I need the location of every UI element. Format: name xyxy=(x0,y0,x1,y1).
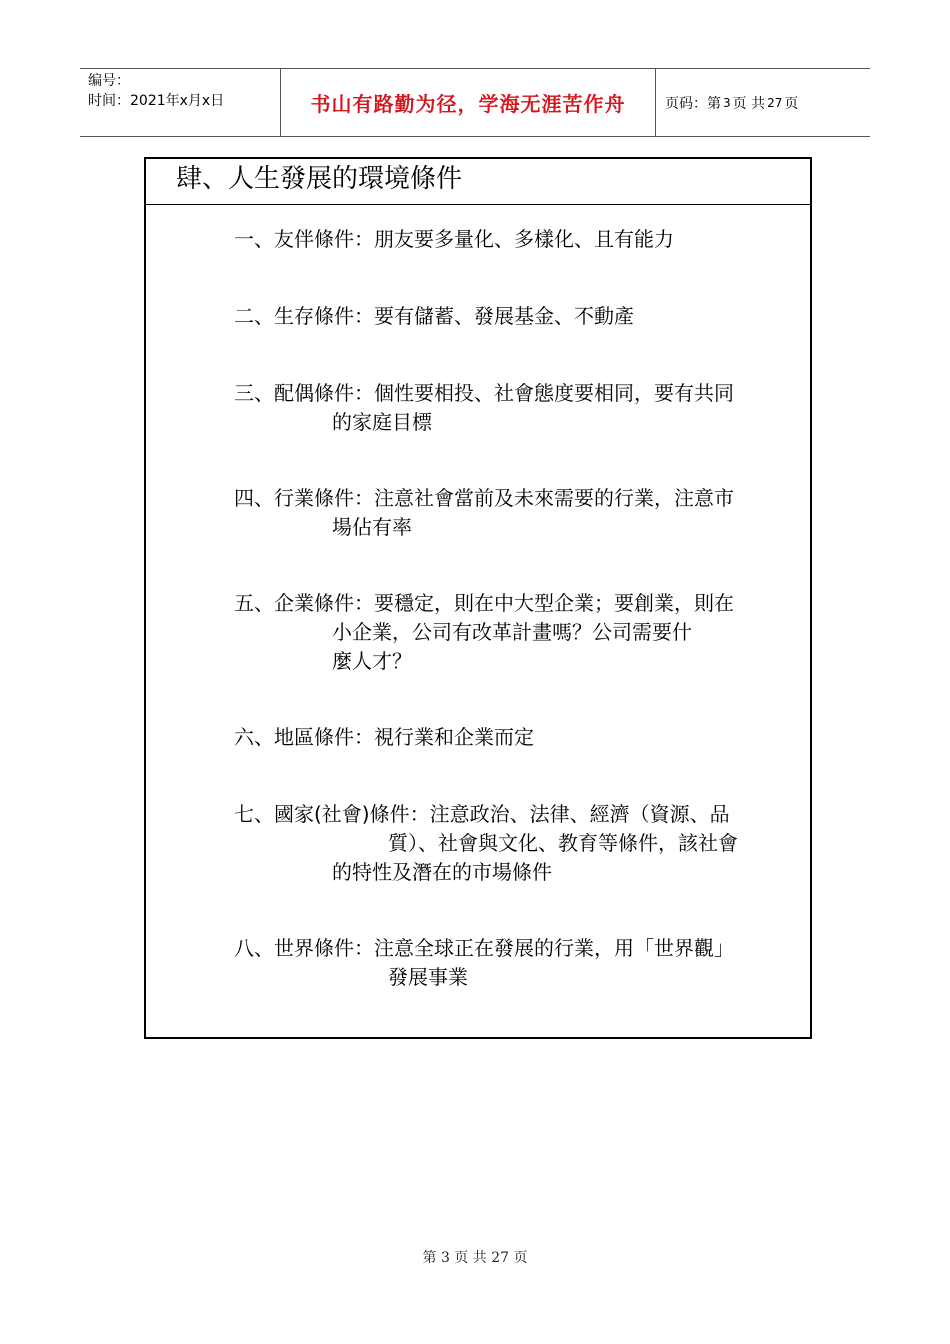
section-title: 肆、人生發展的環境條件 xyxy=(146,159,810,205)
item-line: 二、生存條件：要有儲蓄、發展基金、不動產 xyxy=(234,304,634,328)
content-box xyxy=(144,157,812,1039)
header-meta xyxy=(80,69,280,136)
list-item xyxy=(234,484,734,542)
item-line: 六、地區條件：視行業和企業而定 xyxy=(234,725,534,749)
item-line-continued: 麼人才？ xyxy=(332,649,412,673)
item-line: 三、配偶條件：個性要相投、社會態度要相同，要有共同 xyxy=(234,381,734,405)
item-line: 七、國家(社會)條件：注意政治、法律、經濟（資源、品 xyxy=(234,802,730,826)
item-line: 五、企業條件：要穩定，則在中大型企業；要創業，則在 xyxy=(234,591,734,615)
list-item xyxy=(234,723,534,752)
item-line-continued: 小企業，公司有改革計畫嗎？公司需要什 xyxy=(332,620,692,644)
list-item xyxy=(234,934,734,992)
list-item xyxy=(234,589,734,676)
page-current: 3 xyxy=(723,95,731,110)
header-page-number xyxy=(655,69,870,136)
page-mid: 页 共 xyxy=(732,95,766,112)
item-line: 一、友伴條件：朋友要多量化、多樣化、且有能力 xyxy=(234,227,674,251)
page-header xyxy=(80,68,870,137)
document-number-label: 编号： xyxy=(88,73,130,89)
document-time: 时间：2021年x月x日 xyxy=(88,93,225,109)
page-total: 27 xyxy=(767,95,783,110)
header-motto: 书山有路勤为径，学海无涯苦作舟 xyxy=(280,69,656,136)
item-line: 四、行業條件：注意社會當前及未來需要的行業，注意市 xyxy=(234,486,734,510)
list-item xyxy=(234,379,734,437)
list-item xyxy=(234,800,738,887)
item-line: 八、世界條件：注意全球正在發展的行業，用「世界觀」 xyxy=(234,936,734,960)
item-line-continued: 的特性及潛在的市場條件 xyxy=(332,860,552,884)
page-prefix: 页码：第 xyxy=(665,95,721,112)
page-suffix: 页 xyxy=(784,95,799,112)
list-item xyxy=(234,302,634,331)
item-line-continued: 場佔有率 xyxy=(332,515,412,539)
item-line-continued: 發展事業 xyxy=(388,965,468,989)
item-line-continued: 的家庭目標 xyxy=(332,410,432,434)
item-line-continued: 質）、社會與文化、教育等條件，該社會 xyxy=(388,831,738,855)
page-footer: 第 3 页 共 27 页 xyxy=(422,1250,528,1266)
list-item xyxy=(234,225,674,254)
